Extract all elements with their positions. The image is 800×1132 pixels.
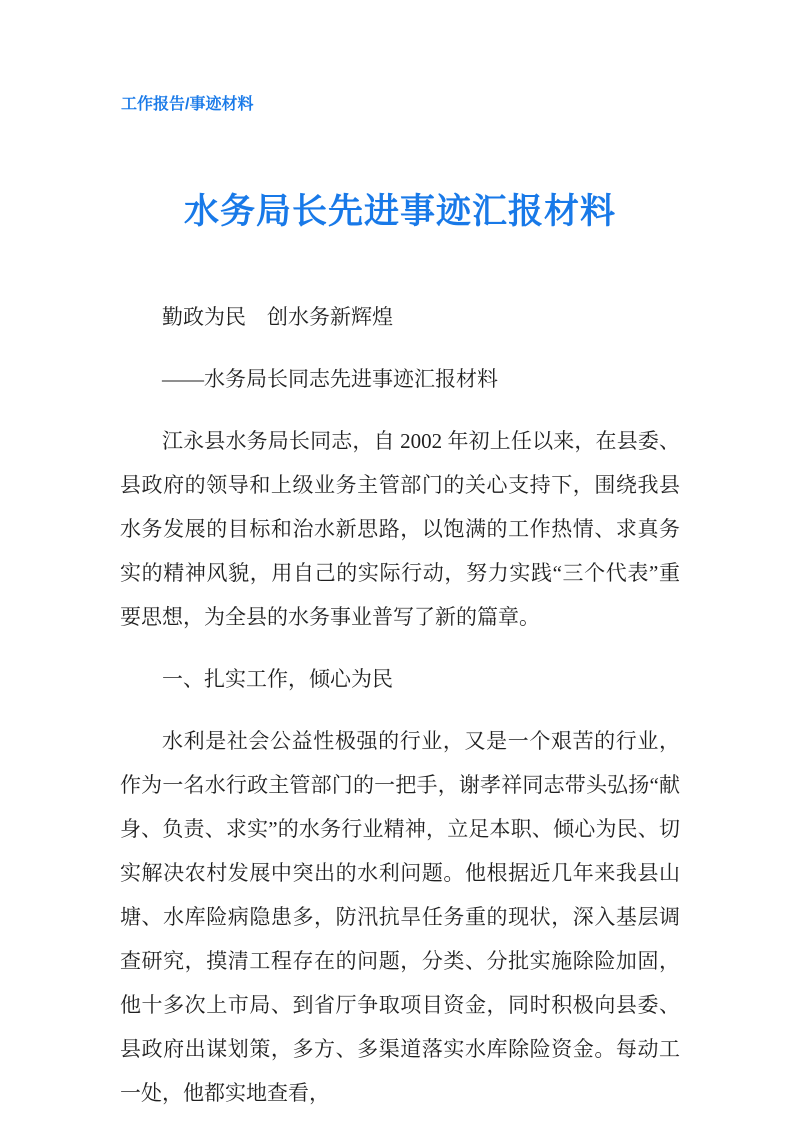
document-body bbox=[120, 295, 680, 1115]
body-paragraph: 水利是社会公益性极强的行业，又是一个艰苦的行业，作为一名水行政主管部门的一把手，谢孝祥同志带头弘扬“献身、负责、求实”的水务行业精神，立足本职、倾心为民、切实解决农村发展中突出的水利问题。他根据近几年来我县山塘、水库险病隐患多，防汛抗旱任务重的现状，深入基层调查研究，摸清工程存在的问题，分类、分批实施除险加固，他十多次上市局、到省厅争取项目资金，同时积极向县委、县政府出谋划策，多方、多渠道落实水库除险资金。每动工一处，他都实地查看， bbox=[120, 729, 680, 1105]
body-paragraph: 江永县水务局长同志，自 2002 年初上任以来，在县委、县政府的领导和上级业务主管部门的关心支持下，围绕我县水务发展的目标和治水新思路，以饱满的工作热情、求真务实的精神风貌，用自己的实际行动，努力实践“三个代表”重要思想，为全县的水务事业普写了新的篇章。 bbox=[120, 429, 680, 629]
subtitle-line: 勤政为民 创水务新辉煌 bbox=[162, 305, 393, 329]
category-label: 工作报告/事迹材料 bbox=[121, 96, 254, 113]
page-title: 水务局长先进事迹汇报材料 bbox=[183, 192, 616, 231]
subtitle-attribution-line: ——水务局长同志先进事迹汇报材料 bbox=[162, 367, 498, 391]
section-heading: 一、扎实工作，倾心为民 bbox=[162, 667, 393, 691]
